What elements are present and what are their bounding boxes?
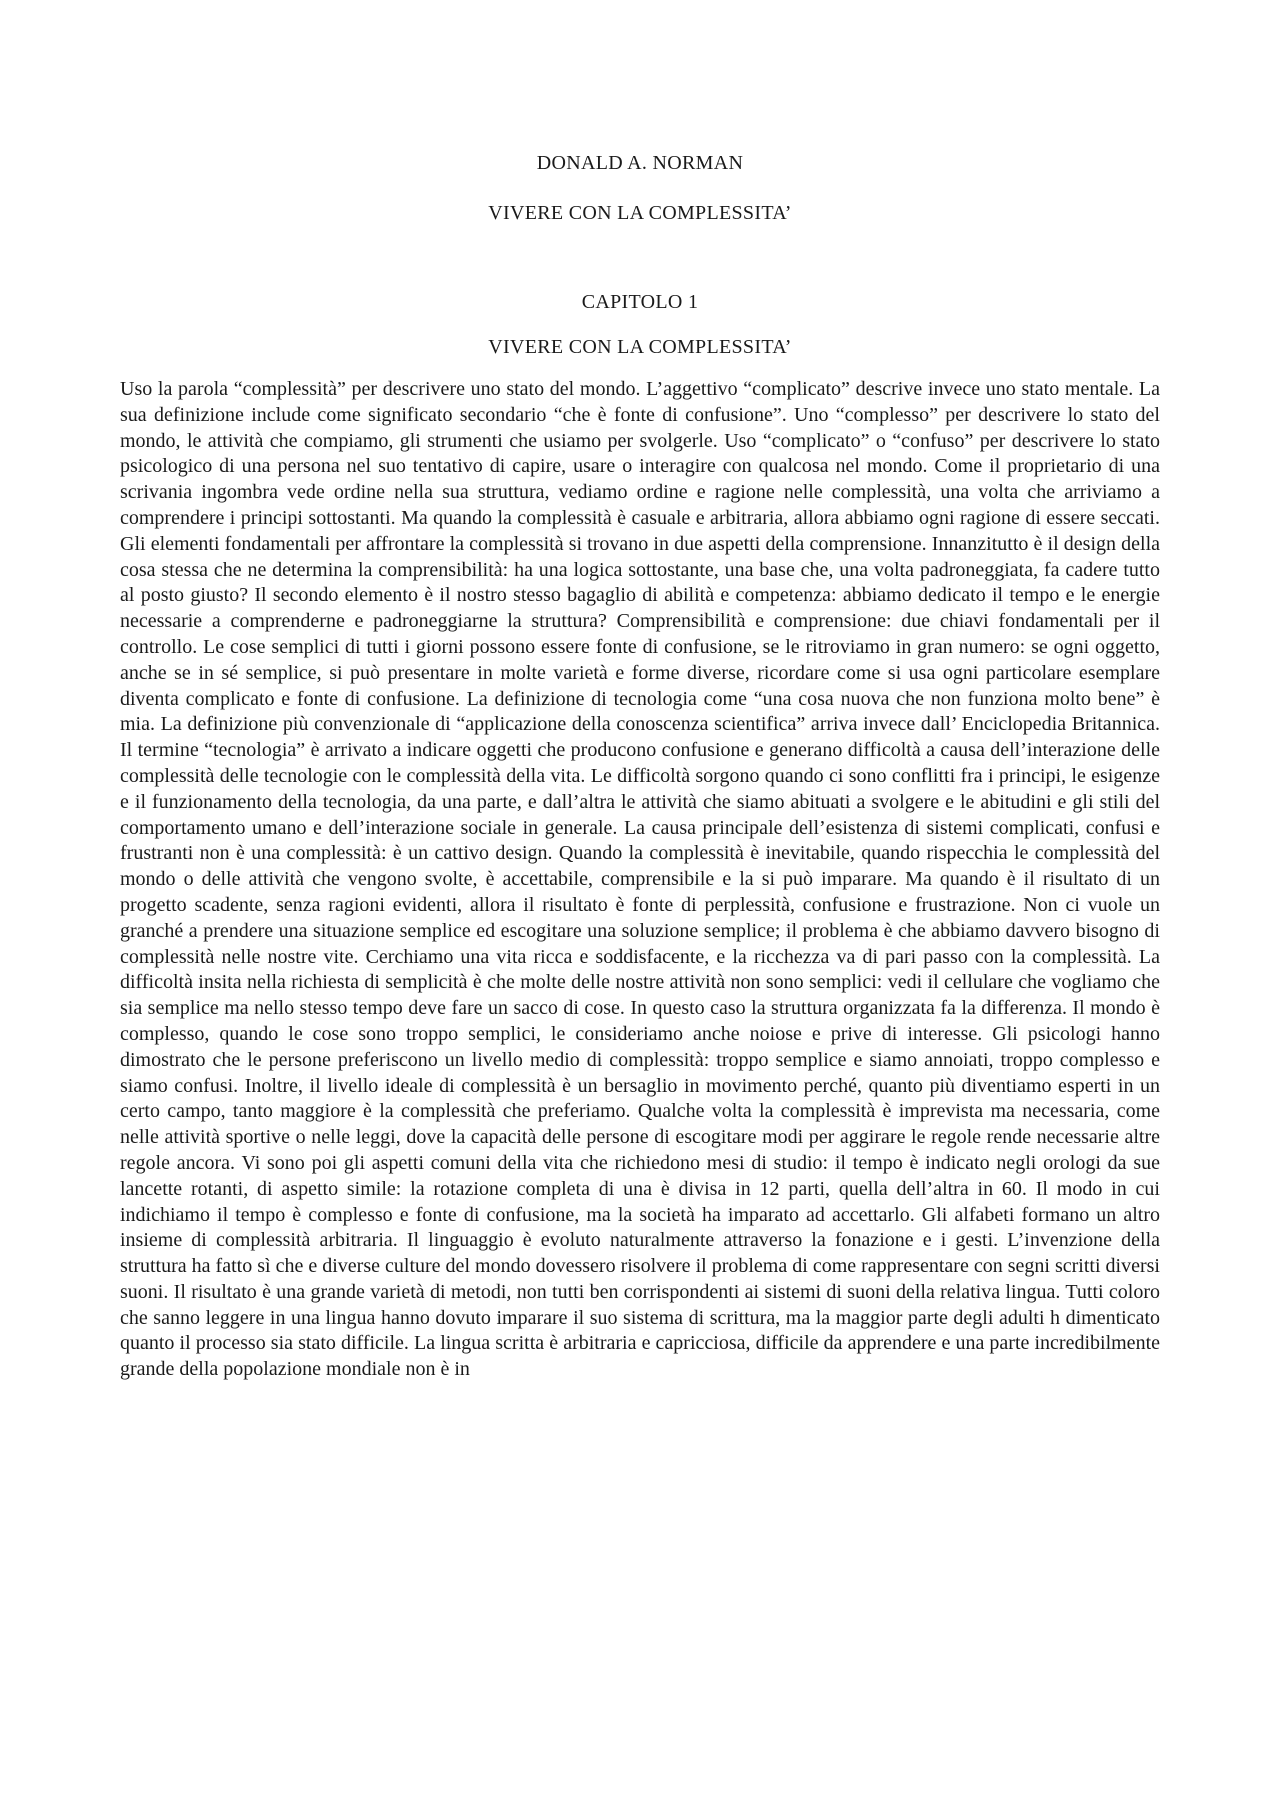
book-title: VIVERE CON LA COMPLESSITA’ <box>488 202 792 224</box>
chapter-title: VIVERE CON LA COMPLESSITA’ <box>488 336 792 358</box>
chapter-label: CAPITOLO 1 <box>581 291 699 313</box>
author-heading: DONALD A. NORMAN <box>536 152 744 174</box>
body-paragraph: Uso la parola “complessità” per descrivere uno stato del mondo. L’aggettivo “complicato” descrive invece uno stato mentale. La sua definizione include come significato secondario “che è fonte di confusione”. Uno “complesso” per descrivere lo stato del mondo, le attività che compiamo, gli strumenti che usiamo per svolgerle. Uso “complicato” o “confuso” per descrivere lo stato psicologico di una persona nel suo tentativo di capire, usare o interagire con qualcosa nel mondo. Come il proprietario di una scrivania ingombra vede ordine nella sua struttura, vediamo ordine e ragione nelle complessità, una volta che arriviamo a comprendere i principi sottostanti. Ma quando la complessità è casuale e arbitraria, allora abbiamo ogni ragione di essere seccati. Gli elementi fondamentali per affrontare la complessità si trovano in due aspetti della comprensione. Innanzitutto è il design della cosa stessa che ne determina la comprensibilità: ha una logica sottostante, una base che, una volta padroneggiata, fa cadere tutto al posto giusto? Il secondo elemento è il nostro stesso bagaglio di abilità e competenza: abbiamo dedicato il tempo e le energie necessarie a comprenderne e padroneggiarne la struttura? Comprensibilità e comprensione: due chiavi fondamentali per il controllo. Le cose semplici di tutti i giorni possono essere fonte di confusione, se le ritroviamo in gran numero: se ogni oggetto, anche se in sé semplice, si può presentare in molte varietà e forme diverse, ricordare come si usa ogni particolare esemplare diventa complicato e fonte di confusione. La definizione di tecnologia come “una cosa nuova che non funziona molto bene” è mia. La definizione più convenzionale di “applicazione della conoscenza scientifica” arriva invece dall’ Enciclopedia Britannica. Il termine “tecnologia” è arrivato a indicare oggetti che producono confusione e generano difficoltà a causa dell’interazione delle complessità delle tecnologie con le complessità della vita. Le difficoltà sorgono quando ci sono conflitti fra i principi, le esigenze e il funzionamento della tecnologia, da una parte, e dall’altra le attività che siamo abituati a svolgere e le abitudini e gli stili del comportamento umano e dell’interazione sociale in generale. La causa principale dell’esistenza di sistemi complicati, confusi e frustranti non è una complessità: è un cattivo design. Quando la complessità è inevitabile, quando rispecchia le complessità del mondo o delle attività che vengono svolte, è accettabile, comprensibile e la si può imparare. Ma quando è il risultato di un progetto scadente, senza ragioni evidenti, allora il risultato è fonte di perplessità, confusione e frustrazione. Non ci vuole un granché a prendere una situazione semplice ed escogitare una soluzione semplice; il problema è che abbiamo davvero bisogno di complessità nelle nostre vite. Cerchiamo una vita ricca e soddisfacente, e la ricchezza va di pari passo con la complessità. La difficoltà insita nella richiesta di semplicità è che molte delle nostre attività non sono semplici: vedi il cellulare che vogliamo che sia semplice ma nello stesso tempo deve fare un sacco di cose. In questo caso la struttura organizzata fa la differenza. Il mondo è complesso, quando le cose sono troppo semplici, le consideriamo anche noiose e prive di interesse. Gli psicologi hanno dimostrato che le persone preferiscono un livello medio di complessità: troppo semplice e siamo annoiati, troppo complesso e siamo confusi. Inoltre, il livello ideale di complessità è un bersaglio in movimento perché, quanto più diventiamo esperti in un certo campo, tanto maggiore è la complessità che preferiamo. Qualche volta la complessità è imprevista ma necessaria, come nelle attività sportive o nelle leggi, dove la capacità delle persone di escogitare modi per aggirare le regole rende necessarie altre regole ancora. Vi sono poi gli aspetti comuni della vita che richiedono mesi di studio: il tempo è indicato negli orologi da sue lancette rotanti, di aspetto simile: la rotazione completa di una è divisa in 12 parti, quella dell’altra in 60. Il modo in cui indichiamo il tempo è complesso e fonte di confusione, ma la società ha imparato ad accettarlo. Gli alfabeti formano un altro insieme di complessità arbitraria. Il linguaggio è evoluto naturalmente attraverso la fonazione e i gesti. L’invenzione della struttura ha fatto sì che e diverse culture del mondo dovessero risolvere il problema di come rappresentare con segni scritti diversi suoni. Il risultato è una grande varietà di metodi, non tutti ben corrispondenti ai sistemi di suoni della relativa lingua. Tutti coloro che sanno leggere in una lingua hanno dovuto imparare il suo sistema di scrittura, ma la maggior parte degli adulti h dimenticato quanto il processo sia stato difficile. La lingua scritta è arbitraria e capricciosa, difficile da apprendere e una parte incredibilmente grande della popolazione mondiale non è in <box>120 378 1160 1381</box>
